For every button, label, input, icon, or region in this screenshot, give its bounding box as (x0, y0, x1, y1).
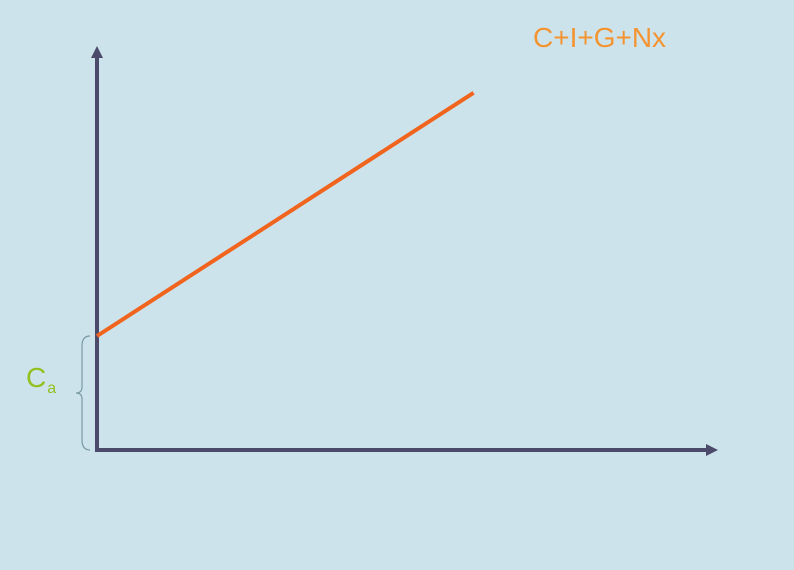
axes (95, 52, 712, 452)
series-layer (97, 93, 474, 336)
intercept-brace (76, 336, 90, 450)
intercept-label-subscript: a (47, 380, 57, 397)
brace-path (76, 336, 90, 450)
series-line-0 (97, 93, 474, 336)
intercept-label-main: C (26, 362, 47, 393)
intercept-label (26, 362, 57, 397)
series-label: C+I+G+Nx (533, 22, 667, 53)
